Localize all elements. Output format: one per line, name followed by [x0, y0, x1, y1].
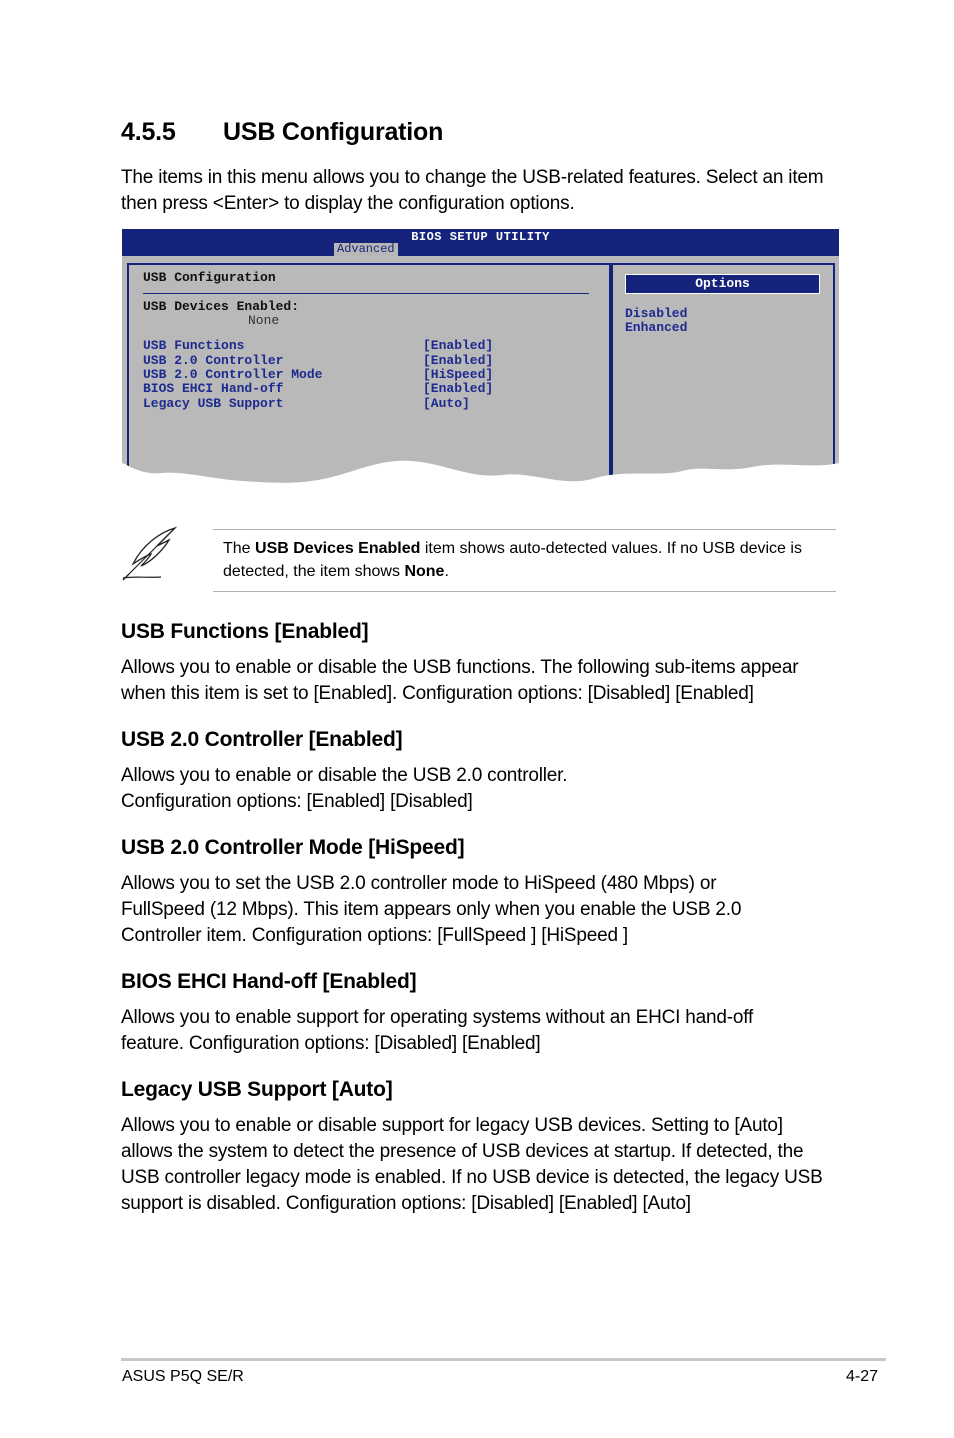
note-top-rule	[213, 529, 836, 530]
note-prefix: The	[223, 540, 256, 557]
bios-item-usb-functions[interactable]: USB Functions	[143, 338, 245, 353]
bios-value-legacy-usb[interactable]: [Auto]	[423, 396, 470, 411]
heading-usb20-controller: USB 2.0 Controller [Enabled]	[121, 728, 403, 751]
usb-devices-label: USB Devices Enabled:	[143, 299, 300, 314]
text-usb20-controller	[121, 763, 841, 815]
footer-page-number: 4-27	[846, 1368, 879, 1385]
section-number: 4.5.5	[121, 118, 176, 146]
text-legacy-usb: Allows you to enable or disable support for legacy USB devices. Setting to [Auto] allows the system to detect the presence of USB devices at startup. If detected, the USB controller legacy mode is enabled. If no USB device is detected, the legacy USB support is disabled. Configuration options: [Disabled] [Enabled] [Auto]	[121, 1115, 823, 1214]
bios-panel-title: USB Configuration	[143, 270, 276, 285]
bios-value-usb20-controller[interactable]: [Enabled]	[423, 353, 494, 368]
heading-ehci-handoff: BIOS EHCI Hand-off [Enabled]	[121, 970, 417, 993]
text-usb-functions: Allows you to enable or disable the USB functions. The following sub-items appear when this item is set to [Enabled]. Configuration options: [Disabled] [Enabled]	[121, 657, 799, 704]
bios-divider	[143, 293, 589, 294]
bios-value-usb20-mode[interactable]: [HiSpeed]	[423, 367, 494, 382]
options-header: Options	[625, 274, 820, 294]
option-enhanced[interactable]: Enhanced	[625, 320, 688, 335]
heading-legacy-usb: Legacy USB Support [Auto]	[121, 1078, 393, 1101]
torn-edge	[122, 457, 839, 491]
bios-item-usb20-mode[interactable]: USB 2.0 Controller Mode	[143, 367, 323, 382]
note-bold-none: None	[404, 563, 445, 580]
bios-item-ehci-handoff[interactable]: BIOS EHCI Hand-off	[143, 381, 284, 396]
bios-body	[122, 256, 839, 491]
note-middle: item shows auto-detected values. If no USB device is detected, the item shows	[223, 540, 802, 580]
heading-usb20-mode: USB 2.0 Controller Mode [HiSpeed]	[121, 836, 465, 859]
text-usb20-controller-line1: Allows you to enable or disable the USB 2.0 controller.	[121, 765, 568, 786]
bios-item-legacy-usb[interactable]: Legacy USB Support	[143, 396, 284, 411]
bios-item-usb20-controller[interactable]: USB 2.0 Controller	[143, 353, 284, 368]
bios-value-ehci-handoff[interactable]: [Enabled]	[423, 381, 494, 396]
tab-advanced[interactable]: Advanced	[334, 243, 398, 256]
note-suffix: .	[444, 563, 449, 580]
intro-paragraph: The items in this menu allows you to change the USB-related features. Select an item then press <Enter> to display the configuration options.	[121, 167, 824, 214]
note-bottom-rule	[213, 591, 836, 592]
footer-product: ASUS P5Q SE/R	[122, 1368, 244, 1385]
bios-titlebar	[122, 229, 839, 256]
option-disabled[interactable]: Disabled	[625, 306, 688, 321]
text-usb20-mode: Allows you to set the USB 2.0 controller mode to HiSpeed (480 Mbps) or FullSpeed (12 Mbps). This item appears only when you enable the USB 2.0 Controller item. Configuration options: [FullSpeed ] [HiSpeed ]	[121, 873, 742, 946]
section-title	[121, 118, 443, 147]
text-ehci-handoff: Allows you to enable support for operating systems without an EHCI hand-off feature. Configuration options: [Disabled] [Enabled]	[121, 1007, 754, 1054]
footer-rule	[121, 1358, 886, 1361]
bios-screenshot	[122, 229, 839, 491]
note-text	[223, 537, 835, 583]
text-usb20-controller-line2: Configuration options: [Enabled] [Disabled]	[121, 791, 473, 812]
heading-usb-functions: USB Functions [Enabled]	[121, 620, 369, 643]
usb-devices-value: None	[248, 313, 280, 328]
note-bold-usb-devices: USB Devices Enabled	[255, 540, 421, 557]
bios-title: BIOS SETUP UTILITY	[411, 230, 550, 244]
pen-icon	[121, 526, 179, 582]
bios-value-usb-functions[interactable]: [Enabled]	[423, 338, 494, 353]
section-title-text: USB Configuration	[223, 118, 444, 146]
